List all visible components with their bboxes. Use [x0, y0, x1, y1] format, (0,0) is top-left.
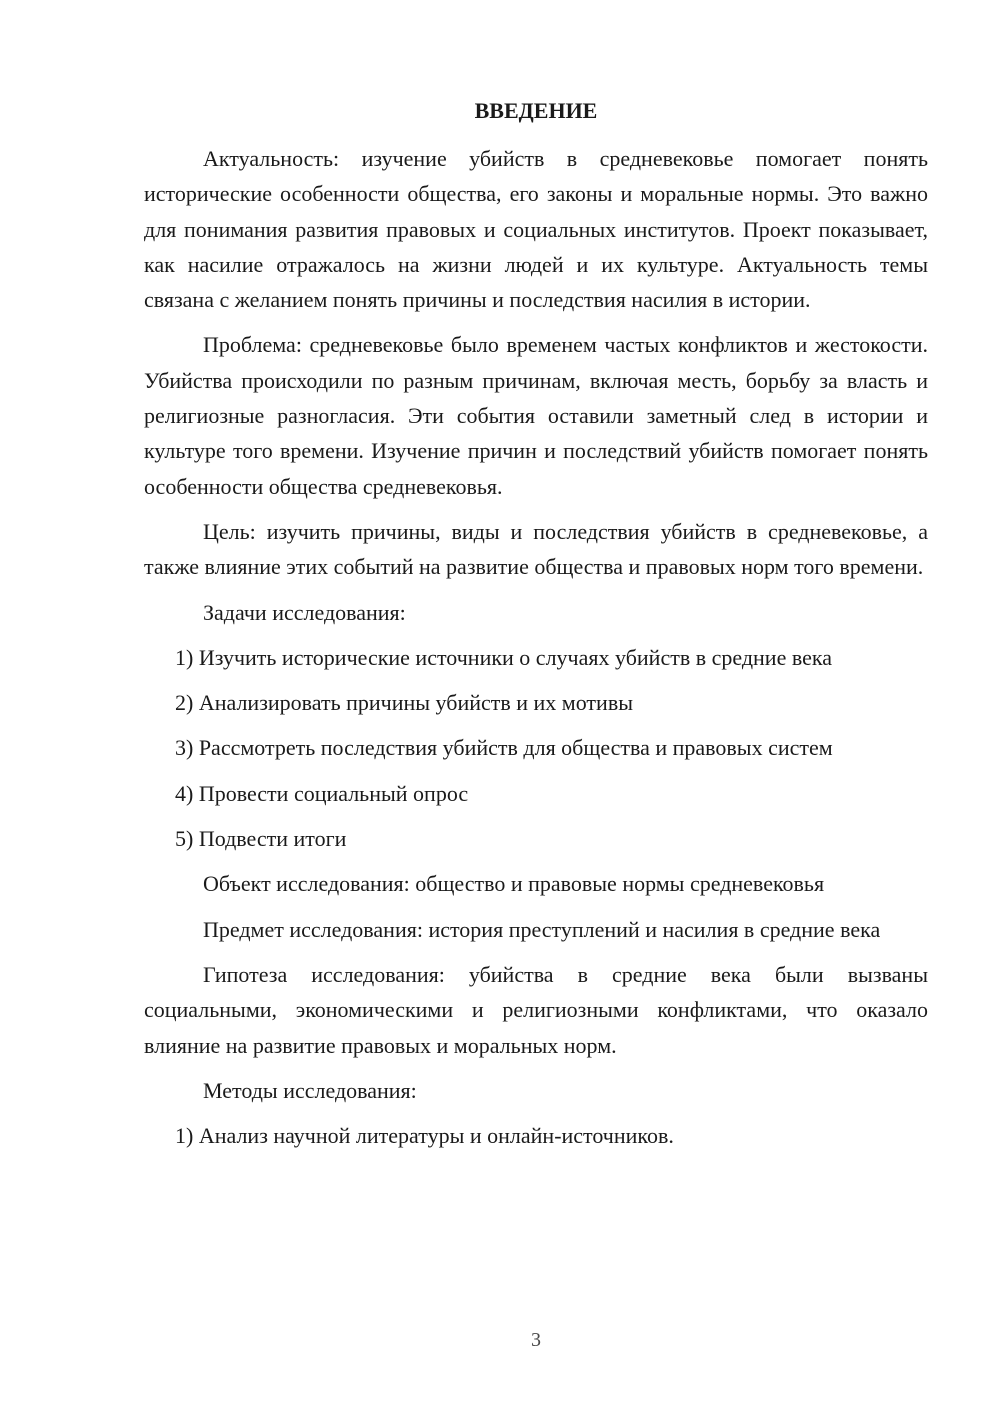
object-paragraph: Объект исследования: общество и правовые нормы средневековья [203, 871, 825, 897]
document-body [144, 141, 928, 1163]
tasks-heading: Задачи исследования: [203, 599, 406, 625]
task-item-1: 1) Изучить исторические источники о случаях убийств в средние века [175, 644, 832, 670]
document-page [144, 0, 928, 1414]
task-item-2: 2) Анализировать причины убийств и их мотивы [175, 690, 633, 716]
relevance-paragraph: Актуальность: изучение убийств в средневековье помогает понять исторические особенности общества, его законы и моральные нормы. Это важно для понимания развития правовых и социальных институтов. Проект показывает, как насилие отражалось на жизни людей и их культуре. Актуальность темы связана с желанием понять причины и последствия насилия в истории. [144, 146, 928, 313]
subject-paragraph: Предмет исследования: история преступлений и насилия в средние века [203, 916, 881, 942]
task-item-5: 5) Подвести итоги [175, 826, 347, 852]
problem-paragraph: Проблема: средневековье было временем частых конфликтов и жестокости. Убийства происходили по разным причинам, включая месть, борьбу за власть и религиозные разногласия. Эти события оставили заметный след в истории и культуре того времени. Изучение причин и последствий убийств помогает понять особенности общества средневековья. [144, 332, 928, 499]
page-number: 3 [531, 1329, 541, 1351]
hypothesis-paragraph: Гипотеза исследования: убийства в средние века были вызваны социальными, экономическими и религиозными конфликтами, что оказало влияние на развитие правовых и моральных норм. [144, 961, 928, 1058]
methods-heading: Методы исследования: [203, 1077, 417, 1103]
task-item-4: 4) Провести социальный опрос [175, 780, 469, 806]
page-title: ВВЕДЕНИЕ [474, 98, 598, 123]
goal-paragraph: Цель: изучить причины, виды и последствия убийств в средневековье, а также влияние этих событий на развитие общества и правовых норм того времени. [144, 518, 928, 580]
method-item-1: 1) Анализ научной литературы и онлайн-источников. [175, 1123, 674, 1149]
task-item-3: 3) Рассмотреть последствия убийств для общества и правовых систем [175, 735, 833, 761]
